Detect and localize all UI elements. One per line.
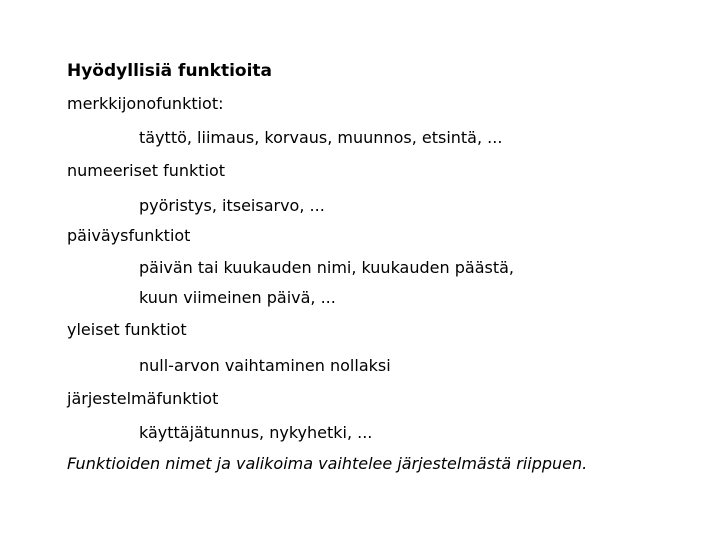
string-functions-details: täyttö, liimaus, korvaus, muunnos, etsintä, ... [139,128,503,147]
date-functions-details-2: kuun viimeinen päivä, ... [139,288,336,307]
date-functions-heading: päiväysfunktiot [67,226,191,245]
numeric-functions-heading: numeeriset funktiot [67,161,226,180]
string-functions-heading: merkkijonofunktiot: [67,94,224,113]
slide-title: Hyödyllisiä funktioita [67,61,273,81]
system-functions-details: käyttäjätunnus, nykyhetki, ... [139,423,373,442]
general-functions-details: null-arvon vaihtaminen nollaksi [139,356,391,375]
general-functions-heading: yleiset funktiot [67,320,187,339]
system-functions-heading: järjestelmäfunktiot [67,389,219,408]
date-functions-details-1: päivän tai kuukauden nimi, kuukauden päästä, [139,258,514,277]
numeric-functions-details: pyöristys, itseisarvo, ... [139,196,325,215]
footnote: Funktioiden nimet ja valikoima vaihtelee järjestelmästä riippuen. [67,454,588,473]
